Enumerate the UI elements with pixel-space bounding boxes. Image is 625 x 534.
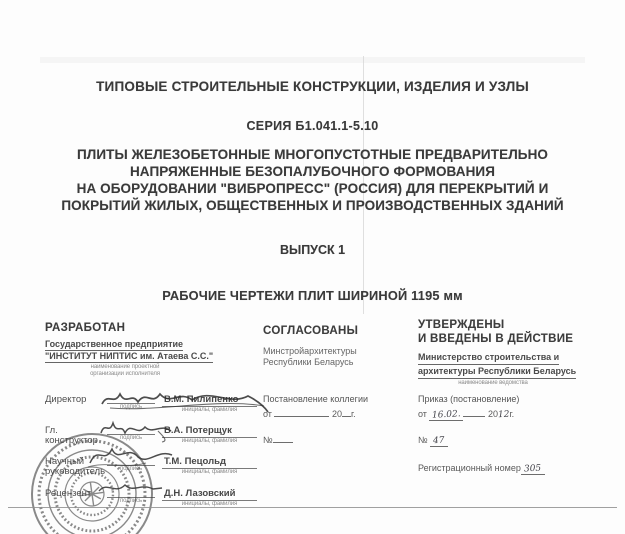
- agreed-column: [263, 325, 413, 368]
- year-prefix: 20: [487, 409, 498, 419]
- from-label: от: [418, 409, 427, 419]
- approved-column: [418, 318, 608, 387]
- agreed-org-line2: Республики Беларусь: [263, 357, 354, 367]
- developed-column: [45, 322, 260, 378]
- resolution-label: Постановление коллегии: [263, 394, 369, 404]
- signature-row-director: [45, 392, 257, 418]
- agreed-heading: СОГЛАСОВАНЫ: [263, 325, 359, 337]
- sign-note: подпись: [120, 404, 142, 410]
- approved-org-line1: Министерство строительства и: [418, 351, 559, 365]
- scan-noise-band: [40, 57, 585, 63]
- year-suffix: г.: [509, 409, 515, 419]
- number-label: №: [263, 435, 273, 445]
- round-seal-stamp-icon: [26, 428, 158, 534]
- year-blank: [342, 407, 351, 417]
- approved-heading-line2: И ВВЕДЕНЫ В ДЕЙСТВИЕ: [418, 333, 574, 345]
- signatory-name: Т.М. Пецольд: [162, 454, 257, 469]
- main-title-line: НАПРЯЖЕННЫЕ БЕЗОПАЛУБОЧНОГО ФОРМОВАНИЯ: [129, 164, 496, 179]
- approved-org-note: наименование ведомства: [458, 380, 528, 386]
- agreed-resolution-block: [263, 394, 413, 445]
- year-prefix: 20: [331, 409, 342, 419]
- role-label: Научный руководитель: [45, 456, 106, 477]
- date-blank: [463, 407, 485, 417]
- footer-divider-line: [8, 507, 617, 508]
- handwritten-order-number: 47: [433, 435, 446, 447]
- main-title-line: ПЛИТЫ ЖЕЛЕЗОБЕТОННЫЕ МНОГОПУСТОТНЫЕ ПРЕДВАРИТЕЛЬНО: [76, 147, 549, 162]
- order-label: Приказ (постановление): [418, 394, 520, 404]
- subtitle-working-drawings: РАБОЧИЕ ЧЕРТЕЖИ ПЛИТ ШИРИНОЙ 1195 мм: [162, 288, 463, 303]
- year-suffix: г.: [350, 409, 356, 419]
- name-note: инициалы, фамилия: [181, 438, 238, 444]
- agreed-org-line1: Минстройархитектуры: [263, 346, 357, 356]
- series-number: СЕРИЯ Б1.041.1-5.10: [246, 119, 379, 133]
- sign-note: подпись: [120, 435, 142, 441]
- approved-heading-line1: УТВЕРЖДЕНЫ: [418, 319, 505, 331]
- issue-number: ВЫПУСК 1: [279, 243, 346, 257]
- org-note-line1: наименование проектной: [90, 364, 160, 370]
- sign-note: подпись: [120, 498, 142, 504]
- main-title-line: НА ОБОРУДОВАНИИ "ВИБРОПРЕСС" (РОССИЯ) ДЛЯ ПЕРЕКРЫТИЙ И: [76, 181, 549, 196]
- registration-label: Регистрационный номер: [418, 463, 521, 473]
- number-label: №: [418, 435, 428, 445]
- handwritten-registration-number: 305: [524, 463, 542, 475]
- main-title-line: ПОКРЫТИЙ ЖИЛЫХ, ОБЩЕСТВЕННЫХ И ПРОИЗВОДСТВЕННЫХ ЗДАНИЙ: [61, 198, 564, 213]
- developer-org-line2: "ИНСТИТУТ НИПТИС им. Атаева С.С.": [45, 351, 214, 361]
- name-note: инициалы, фамилия: [181, 407, 238, 413]
- number-blank: [273, 433, 293, 443]
- from-label: от: [263, 409, 272, 419]
- role-label: Директор: [45, 394, 87, 405]
- signatory-name: В.А. Потерщук: [162, 423, 257, 438]
- developed-heading: РАЗРАБОТАН: [45, 322, 126, 334]
- name-note: инициалы, фамилия: [181, 469, 238, 475]
- name-note: инициалы, фамилия: [181, 501, 238, 507]
- document-category-title: ТИПОВЫЕ СТРОИТЕЛЬНЫЕ КОНСТРУКЦИИ, ИЗДЕЛИЯ И УЗЛЫ: [96, 79, 529, 94]
- handwritten-date: 16.02.: [431, 409, 462, 421]
- signatory-name: Д.Н. Лазовский: [162, 486, 257, 501]
- signatory-name: В.М. Пилипенко: [162, 392, 257, 407]
- main-title: [0, 146, 625, 214]
- developer-org-line1: Государственное предприятие: [45, 339, 184, 349]
- org-note-line2: организации исполнителя: [90, 371, 160, 377]
- approved-order-block: [418, 394, 608, 475]
- signature-line: [107, 392, 155, 404]
- role-label: Рецензент: [45, 488, 92, 499]
- date-blank: [274, 407, 329, 417]
- approved-org-line2: архитектуры Республики Беларусь: [418, 365, 576, 379]
- handwritten-year: 12: [497, 409, 510, 421]
- sign-note: подпись: [120, 466, 142, 472]
- role-label: Гл. конструктор: [45, 425, 98, 446]
